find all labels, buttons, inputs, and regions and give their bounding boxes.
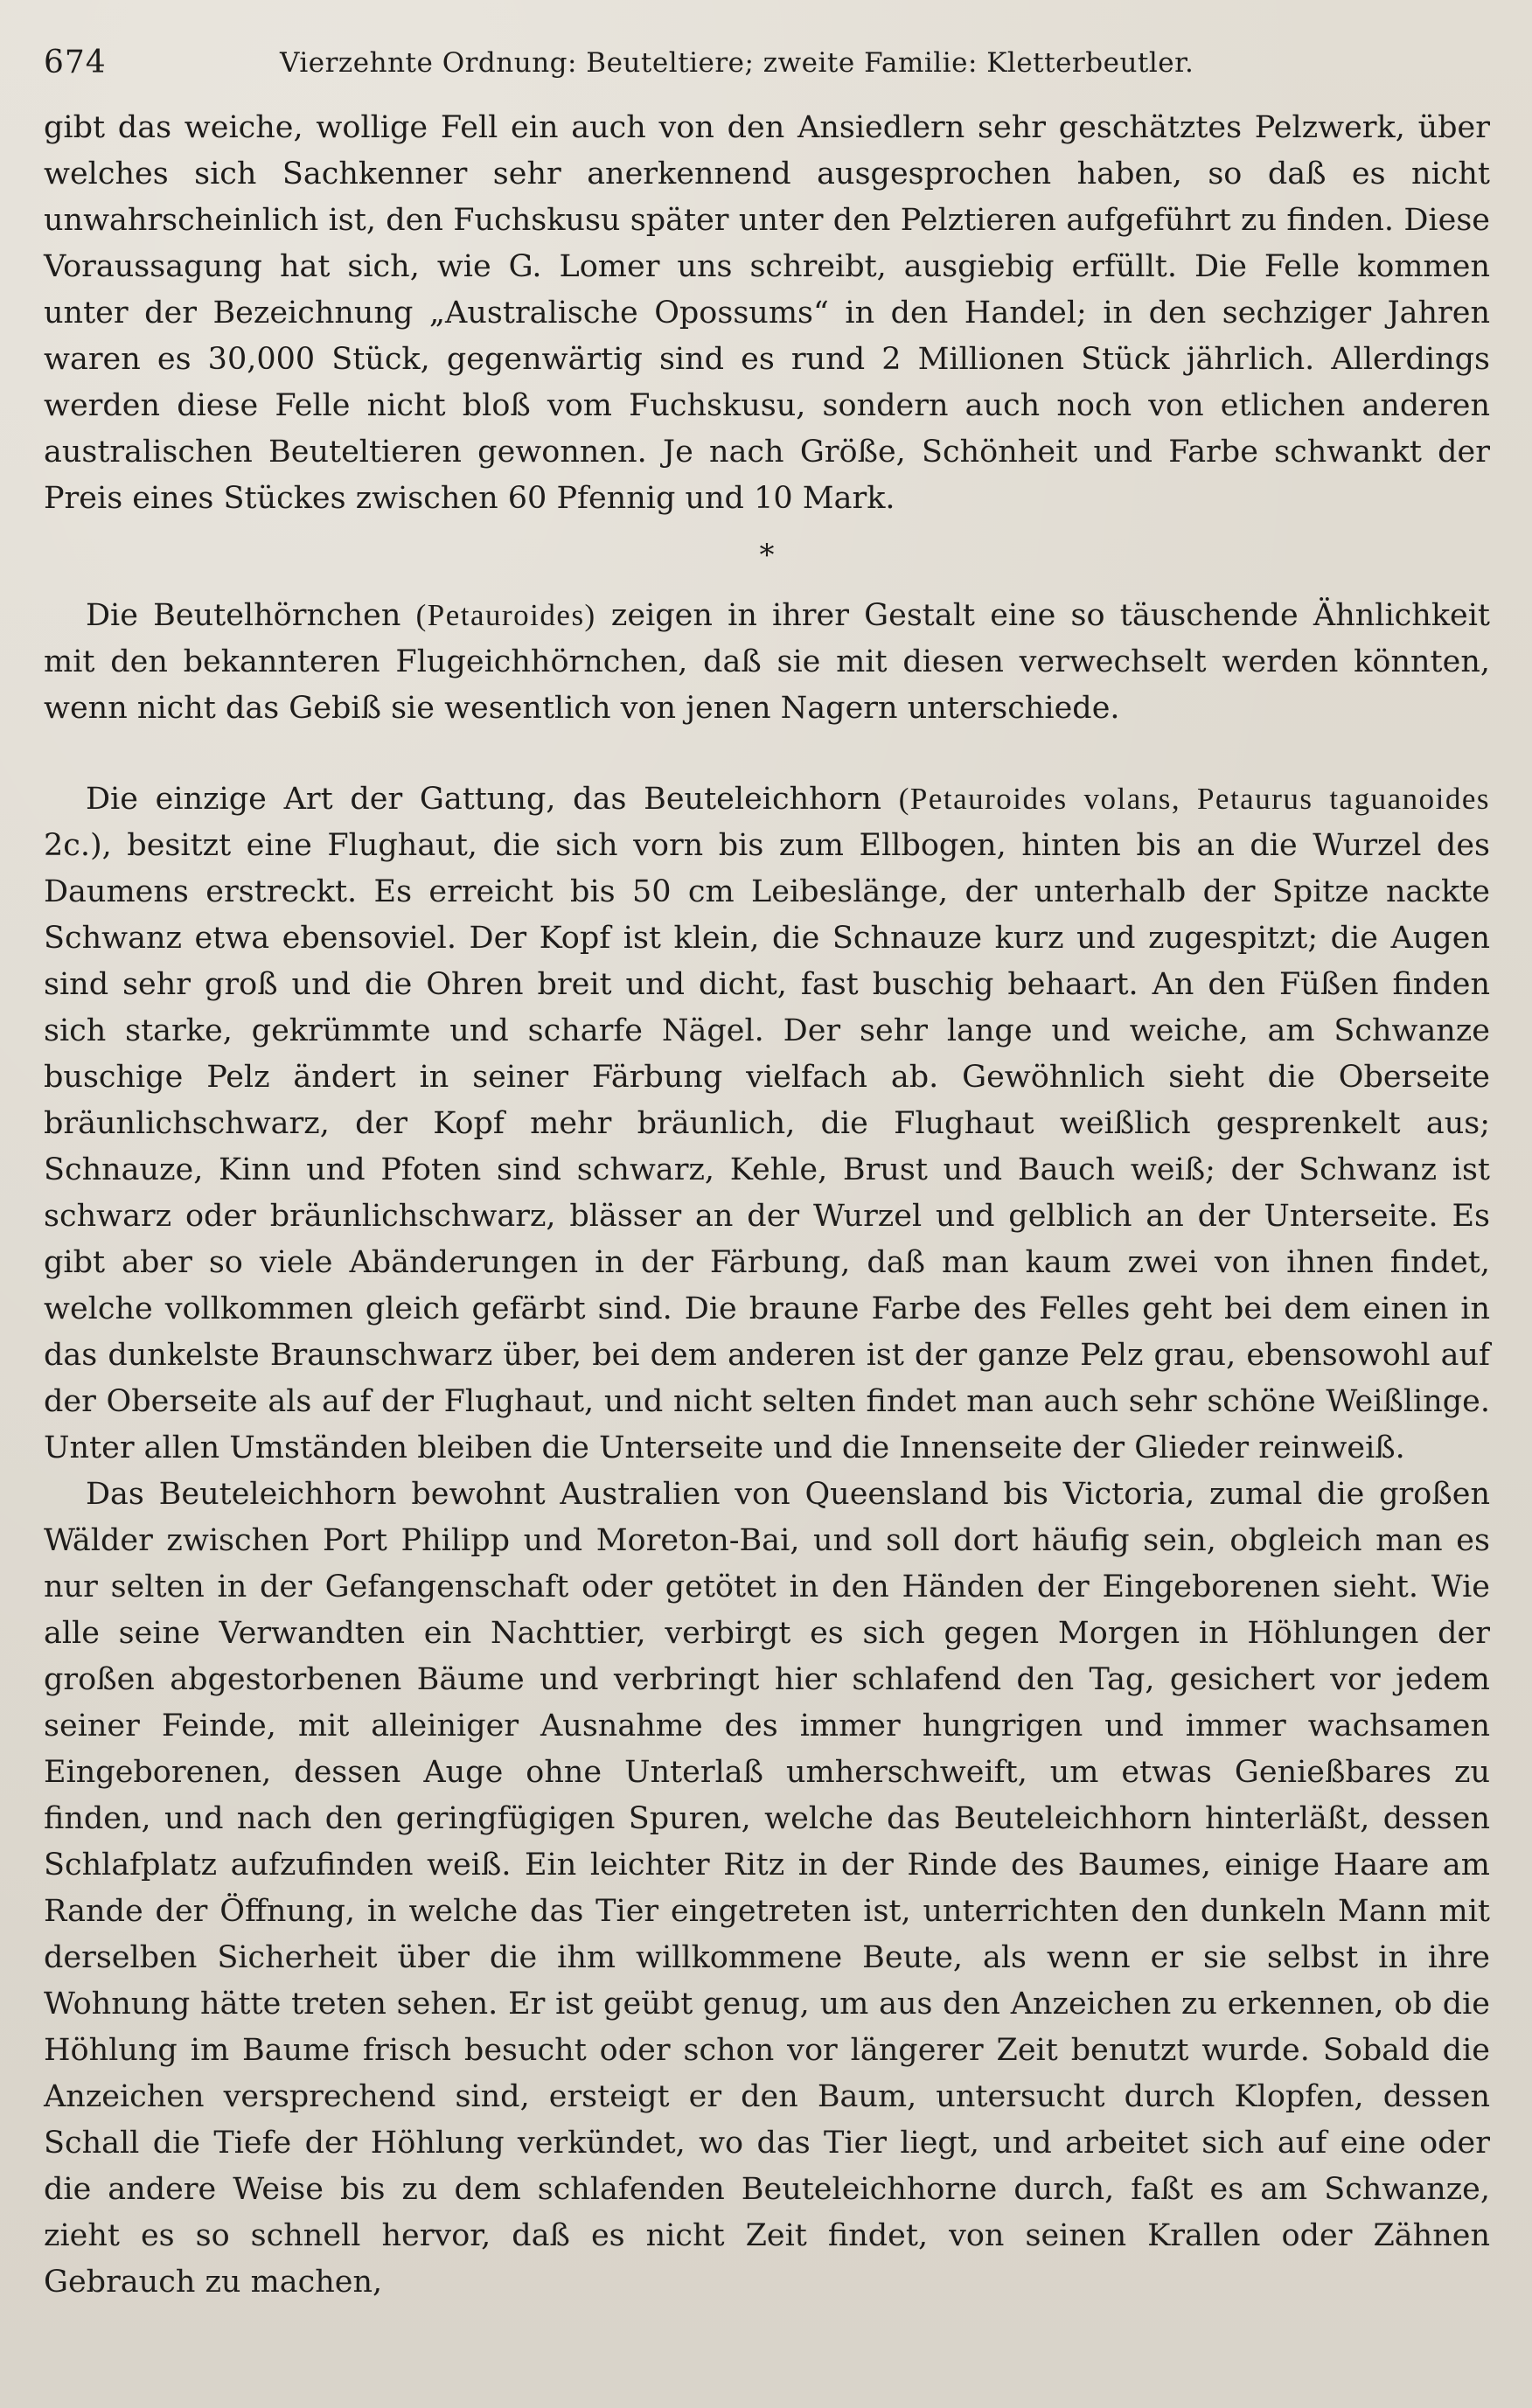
section-asterisk: * — [759, 538, 775, 573]
page-header — [44, 37, 1478, 89]
scientific-name: (Petauroides volans, Petaurus taguanoides — [898, 782, 1490, 816]
page-number: 674 — [44, 45, 107, 80]
page-body — [44, 105, 1490, 2306]
paragraph-3-text: 2c.), besitzt eine Flughaut, die sich vorn bis zum Ellbogen, hinten bis an die Wurzel des Daumens erstreckt. Es erreicht bis 50 cm Leibeslänge, der unterhalb der Spitze nackte Schwanz etwa ebensoviel. Der Kopf ist klein, die Schnauze kurz und zugespitzt; die Augen sind sehr groß und die Ohren breit und dicht, fast buschig behaart. An den Füßen finden sich starke, gekrümmte und scharfe Nägel. Der sehr lange und weiche, am Schwanze buschige Pelz ändert in seiner Färbung vielfach ab. Gewöhnlich sieht die Oberseite bräunlichschwarz, der Kopf mehr bräunlich, die Flughaut weißlich gesprenkelt aus; Schnauze, Kinn und Pfoten sind schwarz, Kehle, Brust und Bauch weiß; der Schwanz ist schwarz oder bräunlichschwarz, blässer an der Wurzel und gelblich an der Unterseite. Es gibt aber so viele Abänderungen in der Färbung, daß man kaum zwei von ihnen findet, welche vollkommen gleich gefärbt sind. Die braune Farbe des Felles geht bei dem einen in das dunkelste Braunschwarz über, bei dem anderen ist der ganze Pelz grau, ebensowohl auf der Oberseite als auf der Flughaut, und nicht selten findet man auch sehr schöne Weißlinge. Unter allen Umständen bleiben die Unterseite und die Innenseite der Glieder reinweiß. — [44, 828, 1490, 1465]
paragraph-2-text: zeigen in ihrer Gestalt eine so täuschende Ähnlichkeit mit den bekannteren Flugeichhörnchen, daß sie mit diesen verwechselt werden könnten, wenn nicht das Gebiß sie wesentlich von jenen Nagern unterschiede. — [44, 598, 1491, 726]
paragraph-3 — [44, 776, 1490, 1472]
paragraph-3-lead: Die einzige Art der Gattung, das Beuteleichhorn — [86, 782, 899, 817]
paragraph-2 — [44, 592, 1490, 732]
running-head: Vierzehnte Ordnung: Beuteltiere; zweite Familie: Kletterbeutler. — [280, 47, 1194, 79]
paragraph-1: gibt das weiche, wollige Fell ein auch von den Ansiedlern sehr geschätztes Pelzwerk, über welches sich Sachkenner sehr anerkennend ausgesprochen haben, so daß es nicht unwahrscheinlich ist, den Fuchskusu später unter den Pelztieren aufgeführt zu finden. Diese Voraussagung hat sich, wie G. Lomer uns schreibt, ausgiebig erfüllt. Die Felle kommen unter der Bezeichnung „Australische Opossums“ in den Handel; in den sechziger Jahren waren es 30,000 Stück, gegenwärtig sind es rund 2 Millionen Stück jährlich. Allerdings werden diese Felle nicht bloß vom Fuchskusu, sondern auch noch von etlichen anderen australischen Beuteltieren gewonnen. Je nach Größe, Schönheit und Farbe schwankt der Preis eines Stückes zwischen 60 Pfennig und 10 Mark. — [44, 110, 1490, 516]
paragraph-4: Das Beuteleichhorn bewohnt Australien von Queensland bis Victoria, zumal die großen Wälder zwischen Port Philipp und Moreton-Bai, und soll dort häufig sein, obgleich man es nur selten in der Gefangenschaft oder getötet in den Händen der Eingeborenen sieht. Wie alle seine Verwandten ein Nachttier, verbirgt es sich gegen Morgen in Höhlungen der großen abgestorbenen Bäume und verbringt hier schlafend den Tag, gesichert vor jedem seiner Feinde, mit alleiniger Ausnahme des immer hungrigen und immer wachsamen Eingeborenen, dessen Auge ohne Unterlaß umherschweift, um etwas Genießbares zu finden, und nach den geringfügigen Spuren, welche das Beuteleichhorn hinterläßt, dessen Schlafplatz aufzufinden weiß. Ein leichter Ritz in der Rinde des Baumes, einige Haare am Rande der Öffnung, in welche das Tier eingetreten ist, unterrichten den dunkeln Mann mit derselben Sicherheit über die ihm willkommene Beute, als wenn er sie selbst in ihre Wohnung hätte treten sehen. Er ist geübt genug, um aus den Anzeichen zu erkennen, ob die Höhlung im Baume frisch besucht oder schon vor längerer Zeit benutzt wurde. Sobald die Anzeichen versprechend sind, ersteigt er den Baum, untersucht durch Klopfen, dessen Schall die Tiefe der Höhlung verkündet, wo das Tier liegt, und arbeitet sich auf eine oder die andere Weise bis zu dem schlafenden Beuteleichhorne durch, faßt es am Schwanze, zieht es so schnell hervor, daß es nicht Zeit findet, von seinen Krallen oder Zähnen Gebrauch zu machen, — [44, 1477, 1490, 2300]
scientific-name: (Petauroides) — [415, 598, 596, 632]
paragraph-2-lead: Die Beutelhörnchen — [86, 598, 416, 633]
